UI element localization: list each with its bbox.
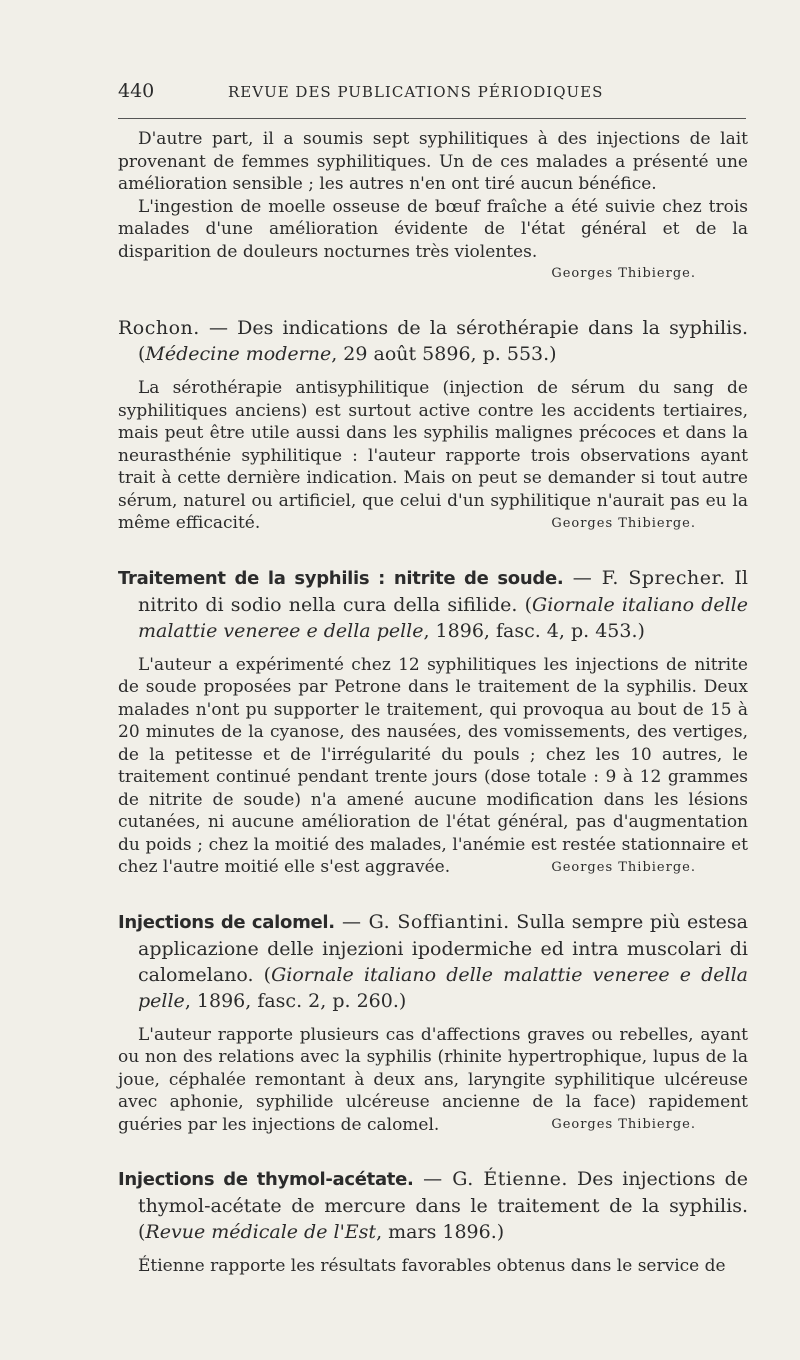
- entry-article-title: — Des indications de la sérothérapie dans la syphilis. (: [138, 317, 748, 365]
- review-entry: [118, 565, 748, 879]
- entry-signature: Georges Thibierge.: [551, 1117, 696, 1132]
- page-number: 440: [118, 80, 155, 102]
- entry-author: — G. Étienne.: [413, 1168, 568, 1190]
- entry-journal: Giornale italiano delle malattie veneree e della pelle: [138, 593, 749, 642]
- entry-author: — G. Soffiantini.: [334, 910, 510, 933]
- entry-article-title: Des injections de thymol-acétate de mercure dans le traitement de la syphilis. (: [138, 1168, 748, 1243]
- entry-reference: , 29 août 5896, p. 553.): [331, 343, 557, 365]
- page-content: [118, 128, 748, 1278]
- entry-journal: Revue médicale de l'Est: [145, 1221, 377, 1243]
- entry-title: [118, 315, 748, 367]
- entry-article-title: Sulla sempre più estesa applicazione delle injezioni ipodermiche ed intra muscolari di calomelano. (: [138, 910, 748, 986]
- review-entry: [118, 315, 748, 535]
- entry-signature: Georges Thibierge.: [551, 859, 696, 875]
- entry-body: L'auteur rapporte plusieurs cas d'affections graves ou rebelles, ayant ou non des relations avec la syphilis (rhinite hypertrophique, lupus de la joue, céphalée remontant à deux ans, laryngite syphilitique ulcéreuse avec aphonie, syphilide ulcéreuse ancienne de la face) rapidement guéries par les injections de calomel.: [118, 1024, 748, 1135]
- entry-body: Étienne rapporte les résultats favorables obtenus dans le service de: [138, 1256, 726, 1276]
- intro-paragraph-1: D'autre part, il a soumis sept syphilitiques à des injections de lait provenant de femmes syphilitiques. Un de ces malades a présenté une amélioration sensible ; les autres n'en ont tiré aucun bénéfice.: [118, 129, 748, 194]
- entry-body: La sérothérapie antisyphilitique (injection de sérum du sang de syphilitiques anciens) est surtout active contre les accidents tertiaires, mais peut être utile aussi dans les syphilis malignes précoces et dans la neurasthénie syphilitique : l'auteur rapporte trois observations ayant trait à cette dernière indication. Mais on peut se demander si tout autre sérum, naturel ou artificiel, que celui d'un syphilitique n'aurait pas eu la même efficacité.: [118, 378, 748, 533]
- entry-body: L'auteur a expérimenté chez 12 syphilitiques les injections de nitrite de soude proposées par Petrone dans le traitement de la syphilis. Deux malades n'ont pu supporter le traitement, qui provoqua au bout de 15 à 20 minutes de la cyanose, des nausées, des vomissements, des vertiges, de la petitesse et de l'irrégularité du pouls ; chez les 10 autres, le traitement continué pendant trente jours (dose totale : 9 à 12 grammes de nitrite de soude) n'a amené aucune modification dans les lésions cutanées, ni aucune amélioration de l'état général, pas d'augmentation du poids ; chez la moitié des malades, l'anémie est restée stationnaire et chez l'autre moitié elle s'est aggravée.: [118, 654, 748, 877]
- entry-title: [118, 909, 748, 1014]
- entry-reference: , 1896, fasc. 2, p. 260.): [184, 989, 407, 1012]
- entry-signature: Georges Thibierge.: [551, 515, 696, 531]
- entry-reference: , 1896, fasc. 4, p. 453.): [423, 619, 645, 642]
- entry-journal: Médecine moderne: [145, 343, 332, 365]
- review-entry: [118, 1166, 748, 1278]
- entry-author: Rochon.: [118, 317, 200, 339]
- entry-article-title: Il nitrito di sodio nella cura della sifilide. (: [138, 566, 749, 616]
- review-entry: [118, 909, 748, 1137]
- entry-heading: Injections de thymol-acétate.: [118, 1169, 414, 1190]
- header-rule: [118, 118, 746, 119]
- page-header: [118, 80, 748, 108]
- intro-paragraph-2: L'ingestion de moelle osseuse de bœuf fraîche a été suivie chez trois malades d'une amélioration évidente de l'état général et de la disparition de douleurs nocturnes très violentes.: [118, 196, 748, 262]
- entry-author: — F. Sprecher.: [563, 566, 726, 589]
- intro-signature: Georges Thibierge.: [551, 266, 696, 281]
- entry-title: [118, 565, 748, 644]
- running-title: REVUE DES PUBLICATIONS PÉRIODIQUES: [228, 83, 604, 101]
- entry-reference: , mars 1896.): [376, 1221, 505, 1243]
- entry-heading: Traitement de la syphilis : nitrite de soude.: [118, 567, 564, 589]
- entry-journal: Giornale italiano delle malattie veneree e della pelle: [138, 963, 749, 1012]
- entry-heading: Injections de calomel.: [118, 911, 335, 933]
- entry-title: [118, 1166, 748, 1245]
